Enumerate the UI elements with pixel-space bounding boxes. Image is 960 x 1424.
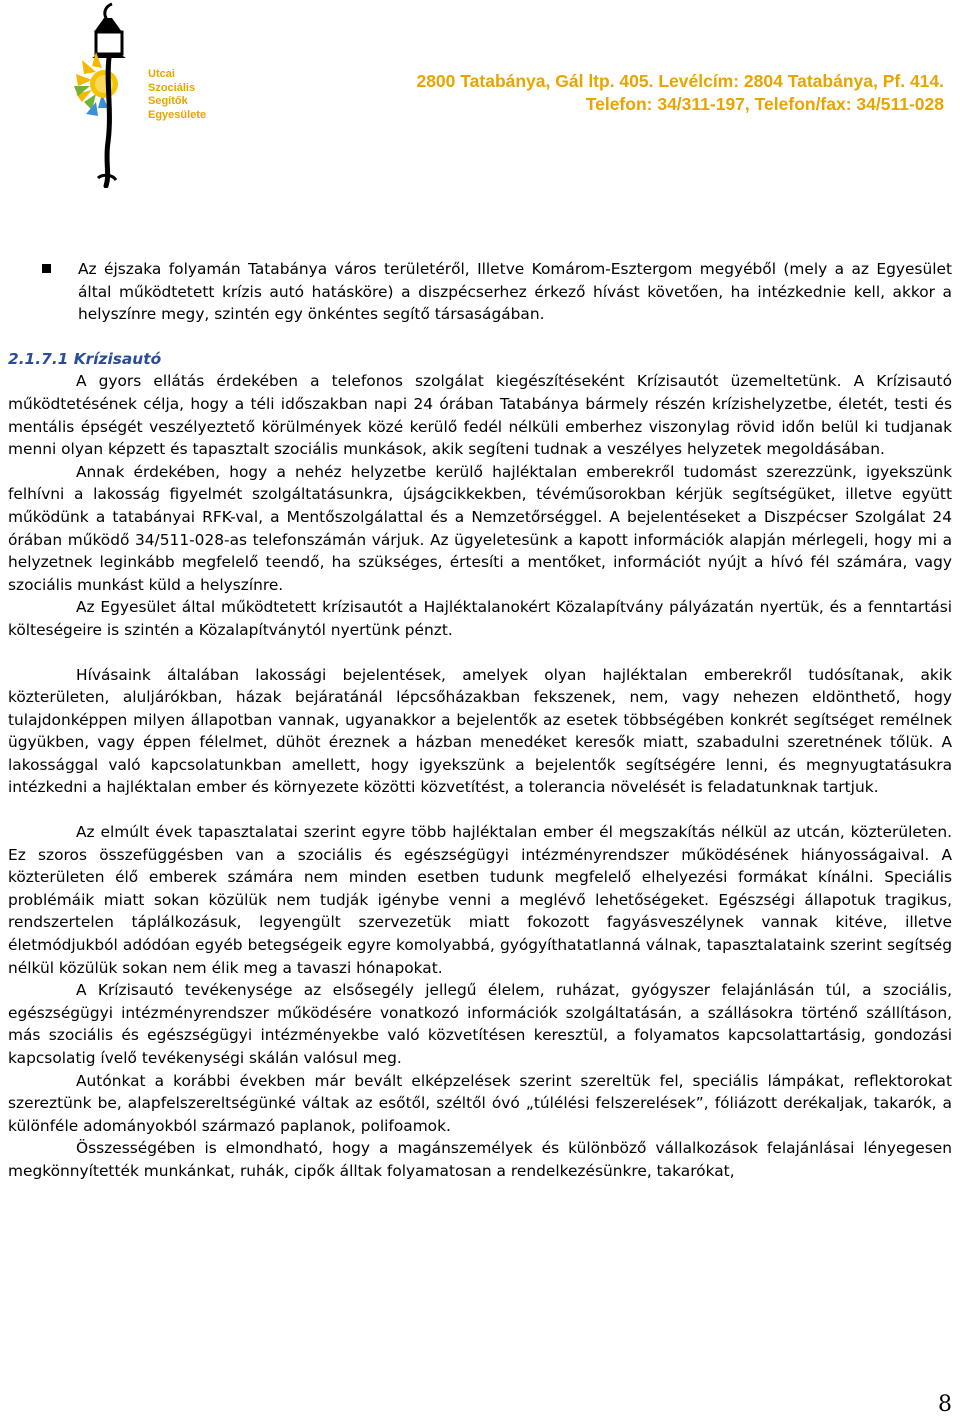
paragraph: Az Egyesület által működtetett krízisautót a Hajléktalanokért Közalapítvány pályázatán nyertük, és a fenntartási költeségeire is szintén a Közalapítványtól nyertünk pénzt.: [8, 598, 952, 639]
lantern-sun-logo-icon: [68, 2, 148, 188]
org-name-line-3: Segítők: [148, 95, 188, 107]
letterhead: [0, 0, 960, 190]
document-body: [8, 258, 952, 1183]
paragraph: A Krízisautó tevékenysége az elsősegély jellegű élelem, ruházat, gyógyszer felajánlásán túl, a szociális, egészségügyi intézményrendszer működésére vonatkozó információk szolgáltatásán, a szállásokra történő szállításon, más szociális és egészségügyi intézményekbe való közvetítésen keresztül, a folyamatos kapcsolattartásig, gondozási kapcsolatig ívelő tevékenységi skálán valósul meg.: [8, 981, 952, 1067]
bullet-text: Az éjszaka folyamán Tatabánya város területéről, Illetve Komárom-Esztergom megyéből (mely a az Egyesület által működtetett krízis autó hatásköre) a diszpécserhez érkező hívást követően, ha intézkednie kell, akkor a helyszínre megy, szintén egy önkéntes segítő társaságában.: [78, 260, 952, 324]
org-name-line-2: Szociális: [148, 81, 196, 94]
page-number: 8: [938, 1392, 952, 1417]
org-name-line-1: Utcai: [148, 68, 175, 80]
paragraph: Autónkat a korábbi években már bevált elképzelések szerint szereltük fel, speciális lámpákat, reflektorokat szereztünk be, alapfelszereltségünké váltak az esőtől, széltől óvó „túlélési felszerelések”, fóliázott derékaljak, takarók, a különféle adományokból származó paplanok, polifoamok.: [8, 1071, 952, 1135]
organization-name: [148, 68, 206, 122]
address-line: 2800 Tatabánya, Gál ltp. 405. Levélcím: 2804 Tatabánya, Pf. 414.: [416, 71, 944, 91]
paragraph: Annak érdekében, hogy a nehéz helyzetbe kerülő hajléktalan emberekről tudomást szerezzünk, igyekszünk felhívni a lakosság figyelmét szolgáltatásunkra, újságcikkekben, tévéműsorokban kérjük segítségüket, illetve együtt működünk a tatabányai RFK-val, a Mentőszolgálattal és a Nemzetőrséggel. A bejelentéseket a Diszpécser Szolgálat 24 órában működő 34/511-028-as telefonszámán várjuk. Az ügyeletesünk a kapott információk alapján mérlegeli, hogy mi a helyzetnek leginkább megfelelő teendő, ha szükséges, értesíti a mentőket, információt nyújt a hívó fél számára, vagy szociális munkást küld a helyszínre.: [8, 462, 952, 594]
contact-info: [416, 70, 944, 116]
paragraph: Az elmúlt évek tapasztalatai szerint egyre több hajléktalan ember él megszakítás nélkül az utcán, közterületen. Ez szoros összefüggésben van a szociális és egészségügyi intézményrendszer működésének hiányosságaival. A közterületen élő emberek számára nem minden esetben tudunk megfelelő elhelyezési formákat kínálni. Speciális problémáik miatt sokan közülük nem tudják igénybe venni a meglévő lehetőségeket. Egészségi állapotuk tragikus, rendszertelen táplálkozásuk, legyengült szervezetük miatt fokozott fagyásveszélynek vannak kitéve, illetve életmódjukból adódóan egyéb betegségeik egyre komolyabbá, gyógyíthatatlanná válnak, tapasztalataink szerint segítség nélkül közülük sokan nem élik meg a tavaszi hónapokat.: [8, 823, 952, 977]
org-name-line-4: Egyesülete: [148, 108, 207, 121]
phone-line: Telefon: 34/311-197, Telefon/fax: 34/511-028: [585, 94, 944, 114]
section-heading: 2.1.7.1 Krízisautó: [8, 349, 162, 368]
square-bullet-icon: [42, 264, 51, 273]
paragraph: A gyors ellátás érdekében a telefonos szolgálat kiegészítéseként Krízisautót üzemeltetünk. A Krízisautó működtetésének célja, hogy a téli időszakban napi 24 órában Tatabánya bármely részén krízishelyzetbe, életét, testi és mentális épségét veszélyeztető körülmények közé kerülő fedél nélküli emberhez viszonylag rövid időn belül ki tudjanak menni olyan képzett és tapasztalt szociális munkások, akik segíteni tudnak a veszélyes helyzetek megoldásában.: [8, 372, 952, 459]
paragraph: Összességében is elmondható, hogy a magánszemélyek és különböző vállalkozások felajánlásai lényegesen megkönnyítették munkánkat, ruhák, cipők álltak folyamatosan a rendelkezésünkre, takarókat,: [8, 1139, 952, 1180]
paragraph: Hívásaink általában lakossági bejelentések, amelyek olyan hajléktalan emberekről tudósítanak, akik közterületen, aluljárókban, házak bejáratánál lépcsőházakban fekszenek, nem, vagy nehezen eldönthető, hogy tulajdonképpen milyen állapotban vannak, ugyanakkor a bejelentők az esetek többségében konkrét segítséget remélnek ügyükben, vagy éppen félelmet, dühöt éreznek a házban menedéket keresők miatt, szabadulni szeretnének tőlük. A lakossággal való kapcsolatunkban amellett, hogy igyekszünk a bejelentők segítségére lenni, és megnyugtatásukra intézkedni a hajléktalan ember és környezete közötti közvetítést, a tolerancia növelését is feladatunknak tartjuk.: [8, 665, 952, 797]
bullet-item: [8, 258, 952, 326]
